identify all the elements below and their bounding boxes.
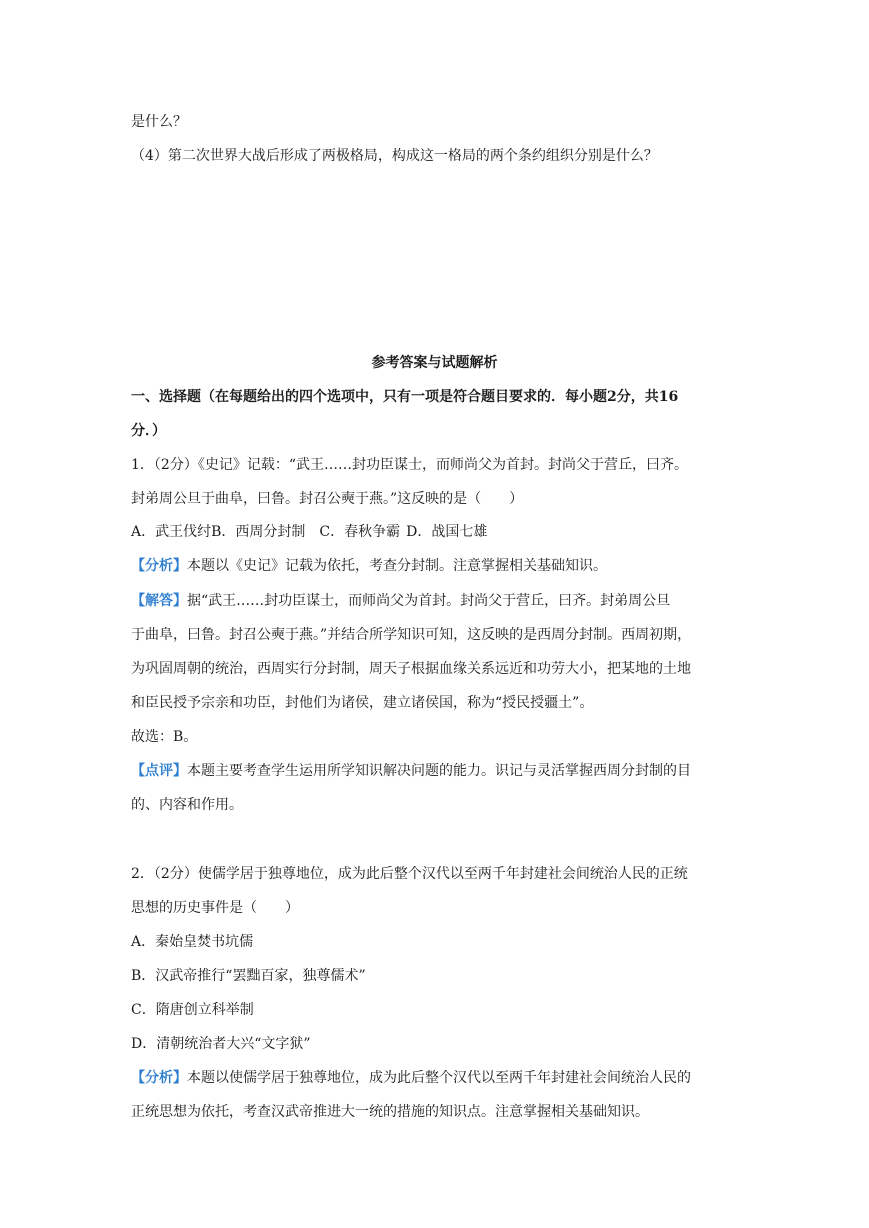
question-4: （4）第二次世界大战后形成了两极格局，构成这一格局的两个条约组织分别是什么？ (131, 148, 658, 164)
q1-options (131, 522, 487, 542)
q1-option-c: C．春秋争霸 (319, 524, 401, 540)
q1-solution-line: 为巩固周朝的统治，西周实行分封制，周天子根据血缘关系远近和功劳大小，把某地的土地 (131, 661, 691, 677)
q1-analysis: 【分析】本题以《史记》记载为依托，考查分封制。注意掌握相关基础知识。 (131, 558, 607, 574)
comment-tag: 【点评】 (131, 763, 187, 779)
q2-option-b: B．汉武帝推行“罢黜百家，独尊儒术” (131, 968, 366, 984)
q1-solution: 【解答】据“武王……封功臣谋士，而师尚父为首封。封尚父于营丘，曰齐。封弟周公旦 (131, 593, 671, 609)
q1-option-a: A．武王伐纣 (131, 524, 212, 540)
q2-stem: 2．（2分）使儒学居于独尊地位，成为此后整个汉代以至两千年封建社会间统治人民的正统 (131, 866, 688, 882)
q2-option-c: C．隋唐创立科举制 (131, 1002, 254, 1018)
q2-analysis: 【分析】本题以使儒学居于独尊地位，成为此后整个汉代以至两千年封建社会间统治人民的 (131, 1070, 691, 1086)
q1-comment: 【点评】本题主要考查学生运用所学知识解决问题的能力。识记与灵活掌握西周分封制的目 (131, 763, 691, 779)
section-heading: 一、选择题（在每题给出的四个选项中，只有一项是符合题目要求的．每小题2分，共16 (131, 389, 679, 405)
q1-stem-continuation: 封弟周公旦于曲阜，曰鲁。封召公奭于燕。”这反映的是（ ） (131, 491, 524, 507)
q1-solution-line: 于曲阜，曰鲁。封召公奭于燕。”并结合所学知识可知，这反映的是西周分封制。西周初期， (131, 627, 692, 643)
q2-analysis-continuation: 正统思想为依托，考查汉武帝推进大一统的措施的知识点。注意掌握相关基础知识。 (131, 1104, 649, 1120)
answer-title: 参考答案与试题解析 (371, 355, 498, 371)
analysis-tag: 【分析】 (131, 558, 187, 574)
q2-option-a: A．秦始皇焚书坑儒 (131, 934, 254, 950)
q2-stem-continuation: 思想的历史事件是（ ） (131, 900, 299, 916)
q1-comment-continuation: 的、内容和作用。 (131, 797, 243, 813)
q1-solution-line: 和臣民授予宗亲和功臣，封他们为诸侯，建立诸侯国，称为“授民授疆土”。 (131, 695, 594, 711)
analysis-tag: 【分析】 (131, 1070, 187, 1086)
section-heading-continuation: 分．） (131, 423, 166, 439)
q2-option-d: D．清朝统治者大兴“文字狱” (131, 1036, 311, 1052)
q1-option-d: D．战国七雄 (406, 524, 488, 540)
question-continuation: 是什么？ (131, 114, 187, 130)
q1-stem: 1．（2分）《史记》记载：“武王……封功臣谋士，而师尚父为首封。封尚父于营丘，曰齐。 (131, 457, 688, 473)
q1-choice: 故选：B。 (131, 729, 198, 745)
q1-option-b: B．西周分封制 (211, 524, 306, 540)
solution-tag: 【解答】 (131, 593, 187, 609)
